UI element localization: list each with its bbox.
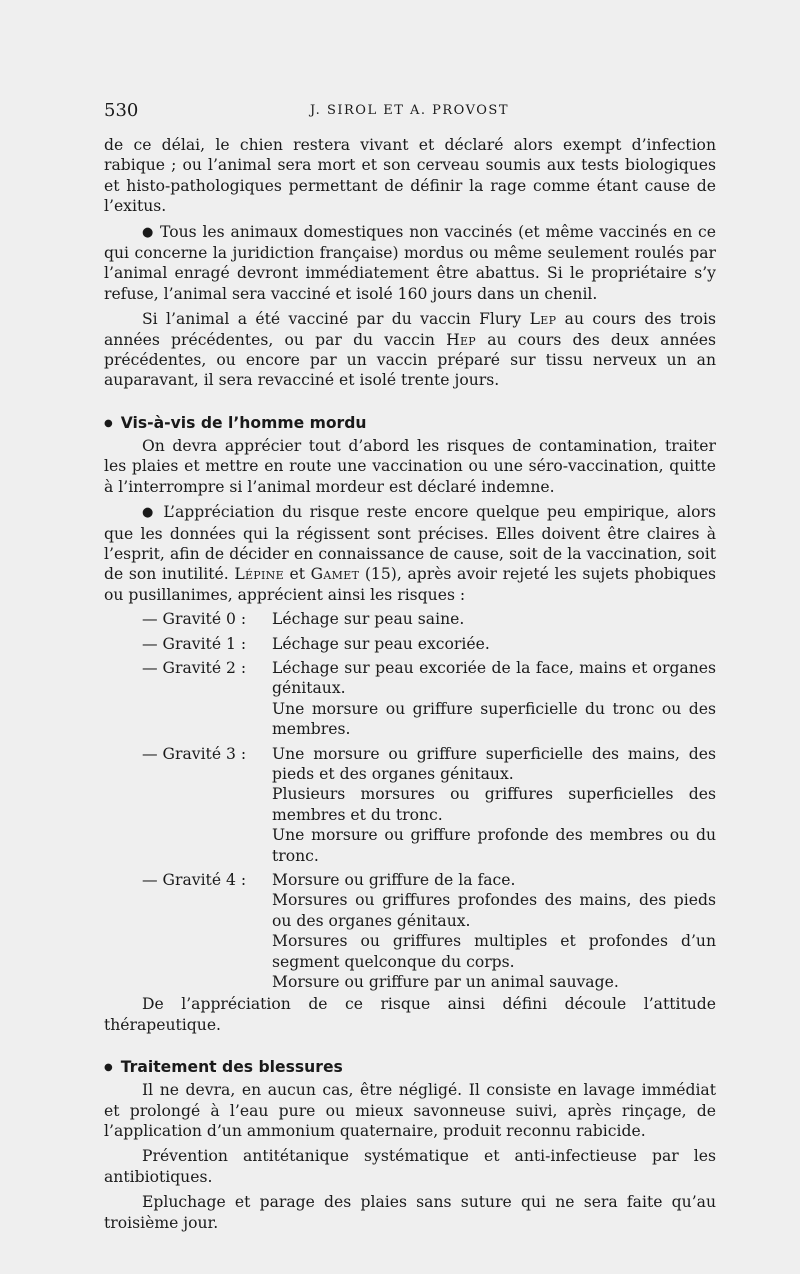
page-header (104, 100, 715, 124)
section-heading: ● Vis-à-vis de l’homme mordu (104, 413, 367, 432)
paragraph: Si l’animal a été vacciné par du vaccin Flury Lep au cours des trois années précédentes, ou par du vaccin Hep au cours des deux années précédentes, ou encore par un vaccin préparé sur tissu nerveux un an auparavant, il sera revacciné et isolé trente jours. (104, 310, 716, 390)
gravity-list (104, 609, 716, 992)
gravity-label: — Gravité 0 : (142, 610, 247, 629)
gravity-row (104, 634, 716, 654)
gravity-label: — Gravité 1 : (142, 634, 247, 653)
gravity-item: Léchage sur peau excoriée de la face, mains et organes génitaux. (272, 658, 716, 698)
paragraph: Prévention antitétanique systématique et anti-infectieuse par les antibiotiques. (104, 1147, 716, 1186)
gravity-item: Une morsure ou griffure profonde des membres ou du tronc. (272, 826, 716, 865)
gravity-item: Une morsure ou griffure superficielle du tronc ou des membres. (272, 699, 716, 739)
bullet-icon: ● (142, 224, 155, 240)
gravity-label: — Gravité 3 : (142, 744, 247, 763)
paragraph: de ce délai, le chien restera vivant et déclaré alors exempt d’infection rabique ; ou l’animal sera mort et son cerveau soumis aux tests biologiques et histo-pathologiques permettant de définir la rage comme étant cause de l’exitus. (104, 136, 716, 216)
bullet-icon: ● (142, 505, 156, 521)
gravity-row (104, 658, 716, 740)
page-body (104, 135, 716, 1233)
gravity-label: — Gravité 2 : (142, 658, 247, 677)
gravity-row (104, 870, 716, 992)
gravity-item: Plusieurs morsures ou griffures superficielles des membres et du tronc. (272, 785, 716, 824)
paragraph: ● Tous les animaux domestiques non vaccinés (et même vaccinés en ce qui concerne la juridiction française) mordus ou même seulement roulés par l’animal enragé devront immédiatement être abattus. Si le propriétaire s’y refuse, l’animal sera vacciné et isolé 160 jours dans un chenil. (104, 222, 717, 303)
section-heading: ● Traitement des blessures (104, 1058, 343, 1077)
gravity-item: Léchage sur peau saine. (272, 610, 465, 629)
running-head: J. SIROL ET A. PROVOST (309, 103, 510, 118)
gravity-item: Morsure ou griffure par un animal sauvage. (272, 973, 619, 992)
gravity-item: Morsures ou griffures profondes des mains, des pieds ou des organes génitaux. (272, 891, 716, 930)
gravity-item: Une morsure ou griffure superficielle des mains, des pieds et des organes génitaux. (272, 744, 716, 783)
paragraph: ● L’appréciation du risque reste encore quelque peu empirique, alors que les données qui la régissent sont précises. Elles doivent être claires à l’esprit, afin de décider en connaissance de cause, soit de la vaccination, soit de son inutilité. Lépine et Gamet (15), après avoir rejeté les sujets phobiques ou pusillanimes, apprécient ainsi les risques : (104, 503, 716, 604)
paragraph: De l’appréciation de ce risque ainsi défini découle l’attitude thérapeutique. (104, 995, 716, 1034)
gravity-row (104, 744, 716, 866)
paragraph: Il ne devra, en aucun cas, être négligé. Il consiste en lavage immédiat et prolongé à l’eau pure ou mieux savonneuse suivi, après rinçage, de l’application d’un ammonium quaternaire, produit reconnu rabicide. (104, 1081, 716, 1141)
gravity-item: Morsure ou griffure de la face. (272, 871, 516, 889)
bullet-icon: ● (104, 417, 113, 429)
gravity-label: — Gravité 4 : (142, 871, 247, 889)
gravity-item: Léchage sur peau excoriée. (272, 634, 490, 653)
paragraph: Epluchage et parage des plaies sans suture qui ne sera faite qu’au troisième jour. (104, 1193, 716, 1232)
gravity-item: Morsures ou griffures multiples et profondes d’un segment quelconque du corps. (272, 932, 716, 971)
bullet-icon: ● (104, 1062, 113, 1074)
gravity-row (104, 609, 716, 629)
paragraph: On devra apprécier tout d’abord les risques de contamination, traiter les plaies et mettre en route une vaccination ou une séro-vaccination, quitte à l’interrompre si l’animal mordeur est déclaré indemne. (104, 436, 716, 496)
page-number: 530 (104, 100, 139, 121)
